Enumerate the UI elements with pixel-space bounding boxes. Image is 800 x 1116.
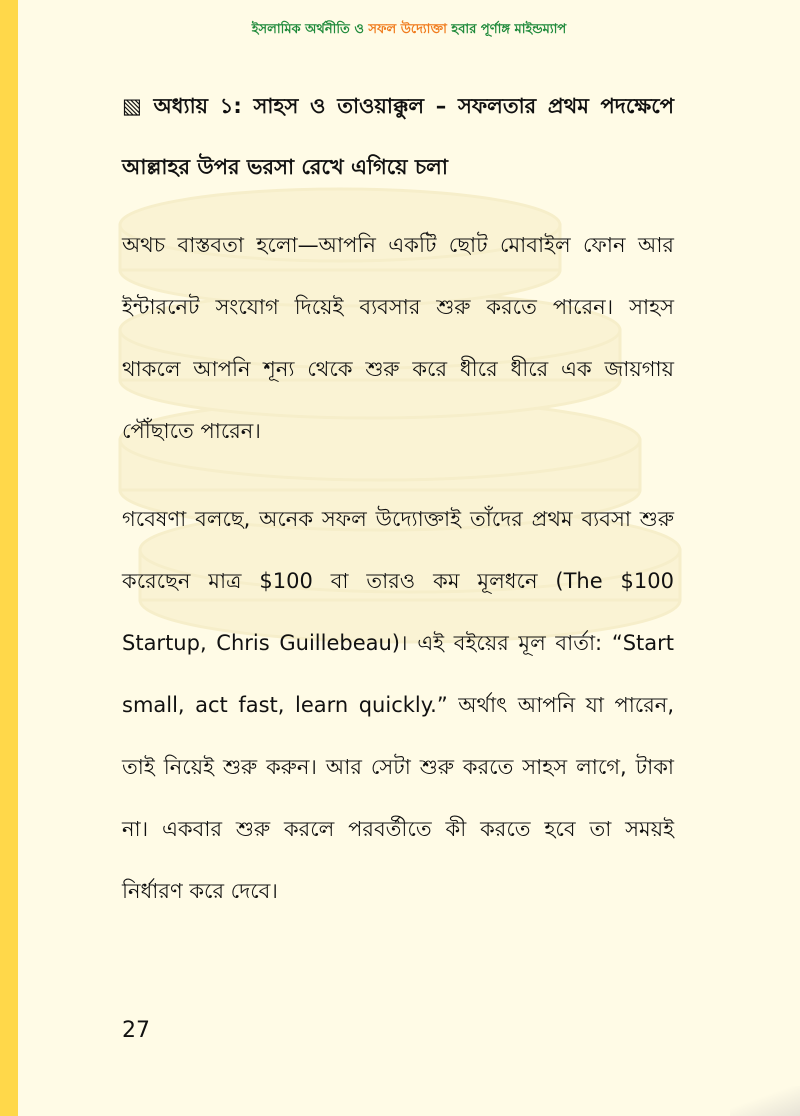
running-header (18, 20, 800, 41)
header-text-green: ইসলামিক অর্থনীতি ও (251, 22, 369, 37)
page-curl (730, 1086, 800, 1116)
paragraph-2: গবেষণা বলছে, অনেক সফল উদ্যোক্তাই তাঁদের প্রথম ব্যবসা শুরু করেছেন মাত্র $100 বা তারও কম মূলধনে (The $100 Startup, Chris Guillebeau)। এই বইয়ের মূল বার্তা: “Start small, act fast, learn quickly.” অর্থাৎ আপনি যা পারেন, তাই নিয়েই শুরু করুন। আর সেটা শুরু করতে সাহস লাগে, টাকা না। একবার শুরু করলে পরবর্তীতে কী করতে হবে তা সময়ই নির্ধারণ করে দেবে। (122, 507, 674, 903)
header-text-orange: সফল উদ্যোক্তা (368, 22, 447, 37)
checkered-box-icon: ▧ (122, 94, 142, 118)
chapter-heading (122, 76, 674, 198)
page-content (122, 76, 674, 948)
header-text-green-end: হবার পূর্ণাঙ্গ মাইন্ডম্যাপ (446, 22, 567, 37)
page-number: 27 (122, 1018, 150, 1043)
chapter-title: অধ্যায় ১: সাহস ও তাওয়াক্কুল – সফলতার প্রথম পদক্ষেপে আল্লাহর উপর ভরসা রেখে এগিয়ে চলা (122, 94, 674, 179)
paragraph-1: অথচ বাস্তবতা হলো—আপনি একটি ছোট মোবাইল ফোন আর ইন্টারনেট সংযোগ দিয়েই ব্যবসার শুরু করতে পারেন। সাহস থাকলে আপনি শূন্য থেকে শুরু করে ধীরে ধীরে এক জায়গায় পৌঁছাতে পারেন। (122, 233, 674, 443)
page-spine (0, 0, 18, 1116)
